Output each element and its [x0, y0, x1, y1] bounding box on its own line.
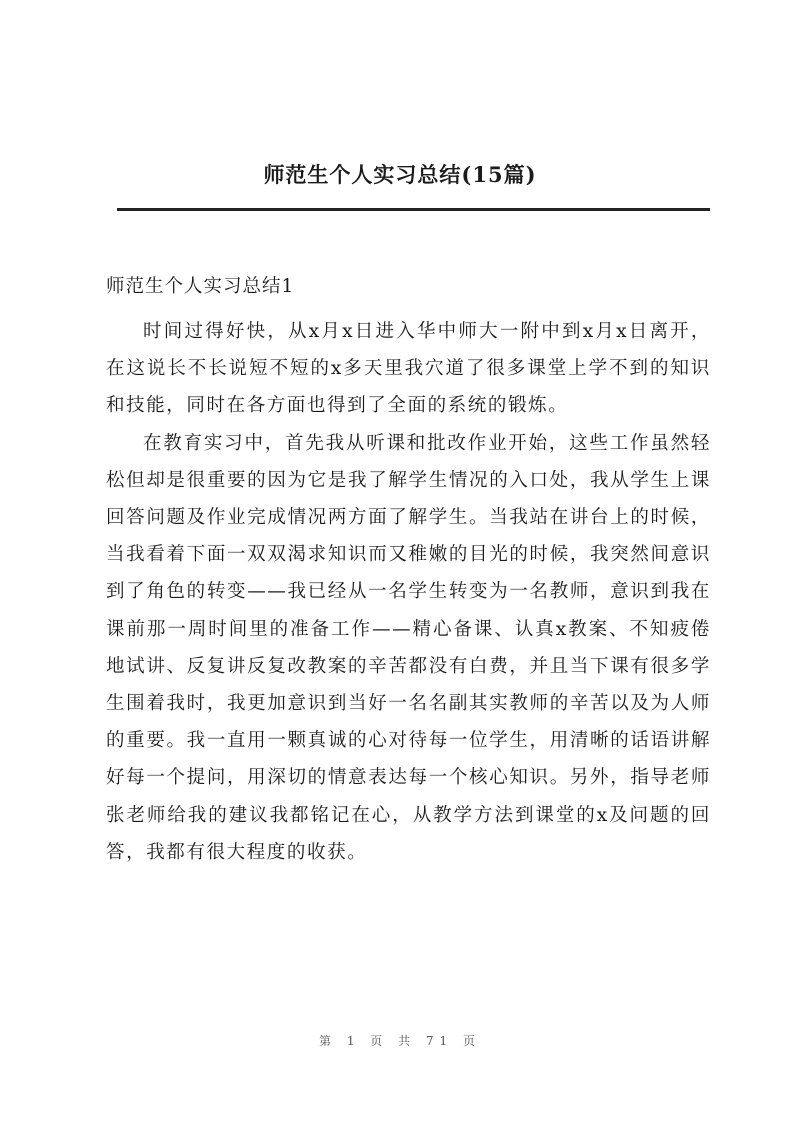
title-underline	[117, 208, 710, 211]
section-heading: 师范生个人实习总结1	[106, 276, 295, 297]
document-title: 师范生个人实习总结(15篇)	[263, 162, 537, 187]
body-paragraph-2: 在教育实习中，首先我从听课和批改作业开始，这些工作虽然轻松但却是很重要的因为它是我了解学生情况的入口处，我从学生上课回答问题及作业完成情况两方面了解学生。当我站在讲台上的时候，当我看着下面一双双渴求知识而又稚嫩的目光的时候，我突然间意识到了角色的转变——我已经从一名学生转变为一名教师，意识到我在课前那一周时间里的准备工作——精心备课、认真x教案、不知疲倦地试讲、反复讲反复改教案的辛苦都没有白费，并且当下课有很多学生围着我时，我更加意识到当好一名名副其实教师的辛苦以及为人师的重要。我一直用一颗真诚的心对待每一位学生，用清晰的话语讲解好每一个提问，用深切的情意表达每一个核心知识。另外，指导老师张老师给我的建议我都铭记在心，从教学方法到课堂的x及问题的回答，我都有很大程度的收获。	[106, 432, 711, 863]
page-number-footer: 第 1 页 共 71 页	[319, 1034, 481, 1048]
document-body	[106, 313, 711, 871]
body-paragraph-1: 时间过得好快，从x月x日进入华中师大一附中到x月x日离开，在这说长不长说短不短的x多天里我穴道了很多课堂上学不到的知识和技能，同时在各方面也得到了全面的系统的锻炼。	[106, 321, 711, 417]
